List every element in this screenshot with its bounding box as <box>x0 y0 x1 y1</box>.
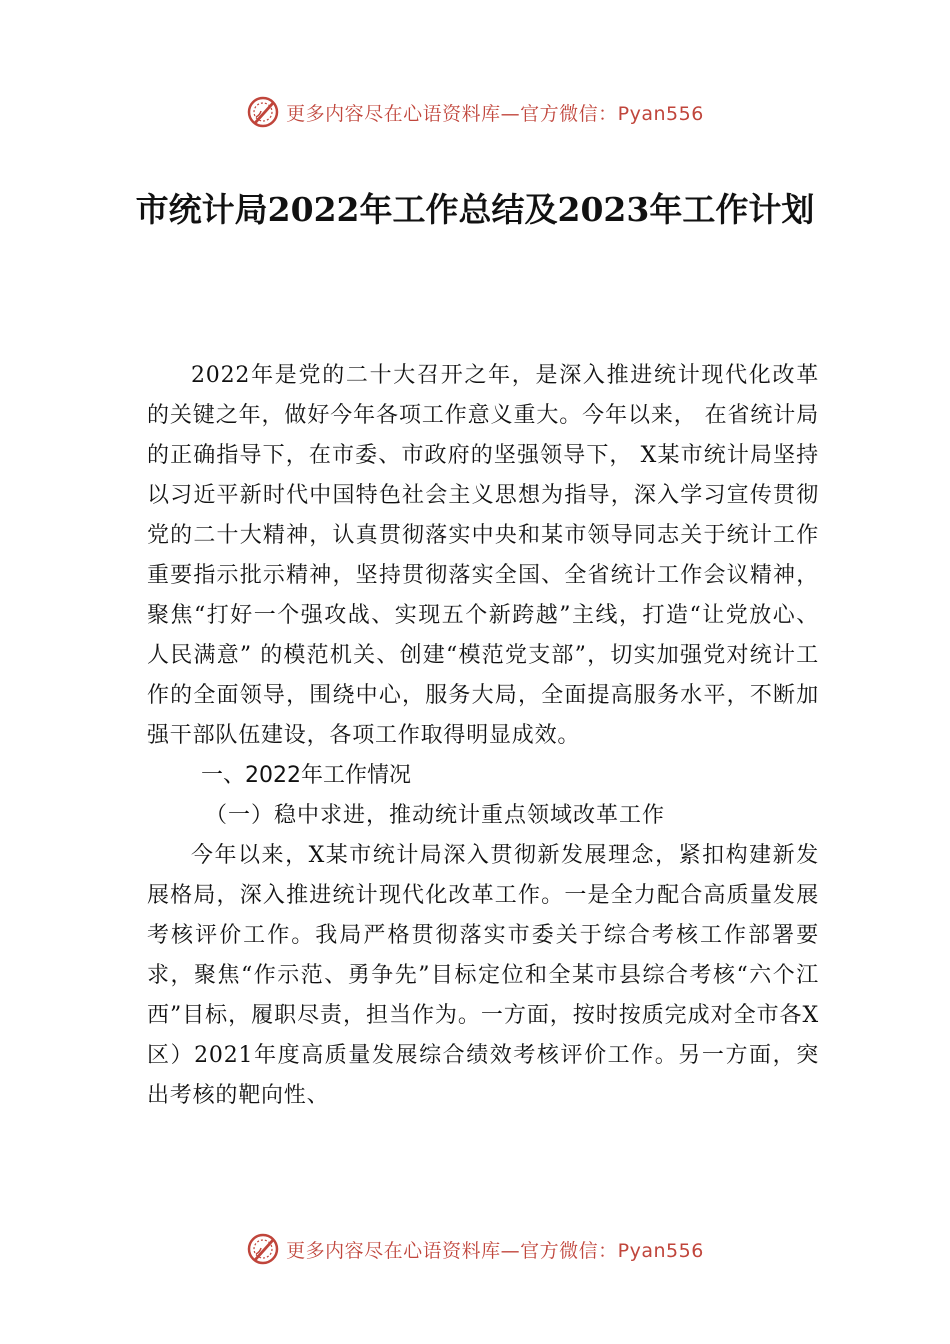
quill-pen-seal-icon <box>246 95 280 129</box>
body-paragraph: 今年以来，X某市统计局深入贯彻新发展理念，紧扣构建新发展格局，深入推进统计现代化改革工作。一是全力配合高质量发展考核评价工作。我局严格贯彻落实市委关于综合考核工作部署要求，聚焦“作示范、勇争先”目标定位和全某市县综合考核“六个江西”目标，履职尽责，担当作为。一方面，按时按质完成对全市各X区）2021年度高质量发展综合绩效考核评价工作。另一方面，突出考核的靶向性、 <box>147 843 819 1108</box>
intro-paragraph: 2022年是党的二十大召开之年，是深入推进统计现代化改革的关键之年，做好今年各项工作意义重大。今年以来， 在省统计局的正确指导下，在市委、市政府的坚强领导下， X某市统计局坚持以习近平新时代中国特色社会主义思想为指导，深入学习宣传贯彻党的二十大精神，认真贯彻落实中央和某市领导同志关于统计工作重要指示批示精神，坚持贯彻落实全国、全省统计工作会议精神，聚焦“打好一个强攻战、实现五个新跨越”主线，打造“让党放心、人民满意” 的模范机关、创建“模范党支部”，切实加强党对统计工作的全面领导，围绕中心，服务大局，全面提高服务水平，不断加强干部队伍建设，各项工作取得明显成效。 <box>147 363 819 748</box>
banner-text: 更多内容尽在心语资料库—官方微信：Pyan556 <box>286 102 704 125</box>
section-heading: 一、2022年工作情况 <box>201 763 411 788</box>
banner-text: 更多内容尽在心语资料库—官方微信：Pyan556 <box>286 1239 704 1262</box>
quill-pen-seal-icon <box>246 1232 280 1266</box>
subsection-heading: （一）稳中求进，推动统计重点领域改革工作 <box>205 803 666 828</box>
document-body <box>147 356 819 1116</box>
header-banner <box>0 95 950 129</box>
document-title: 市统计局2022年工作总结及2023年工作计划 <box>135 190 815 229</box>
footer-banner <box>0 1232 950 1266</box>
